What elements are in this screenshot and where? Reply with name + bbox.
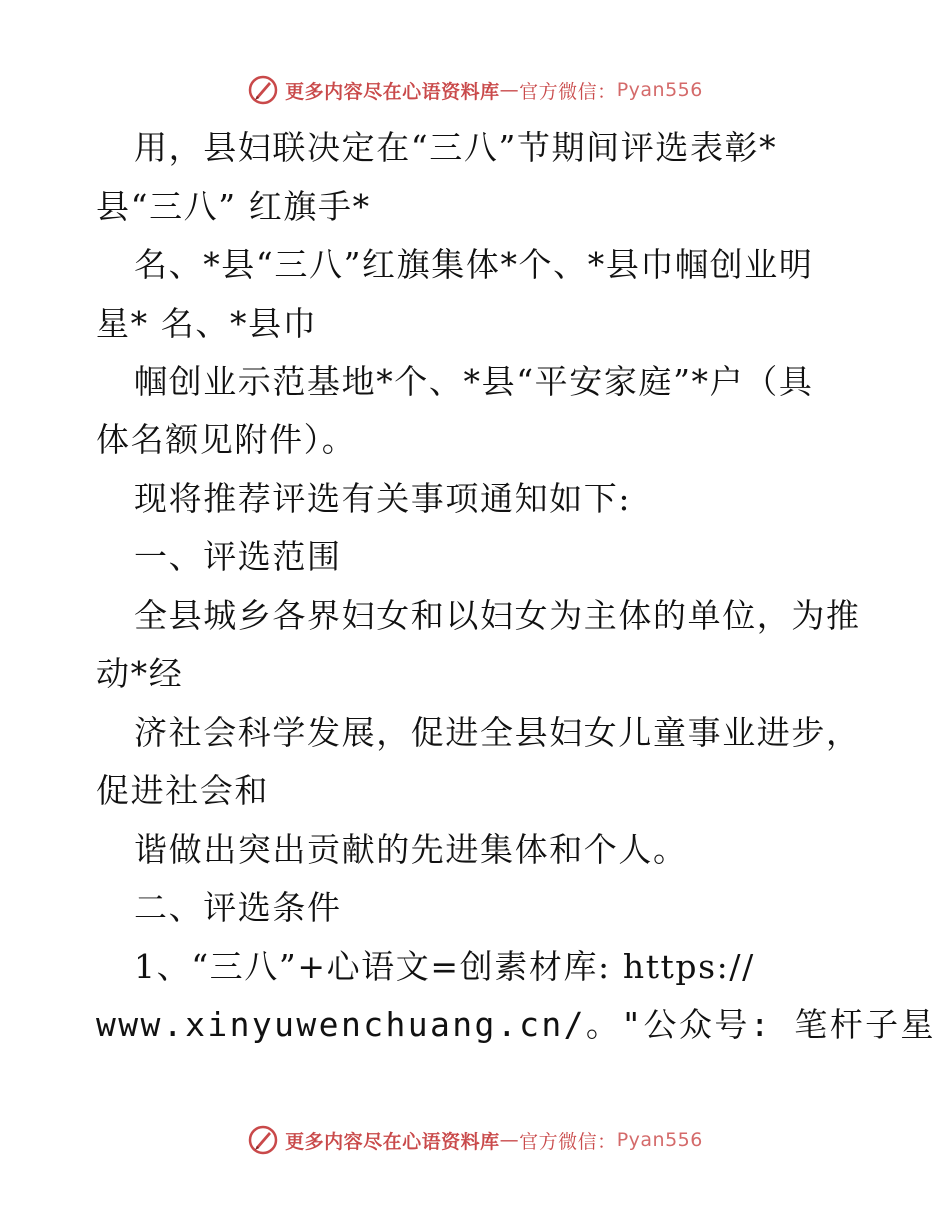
text-line: 动*经 [96, 654, 184, 693]
text-line: 促进社会和 [96, 771, 269, 810]
text-line: 谐做出突出贡献的先进集体和个人。 [134, 830, 688, 869]
banner-title: 更多内容尽在心语资料库 [285, 80, 500, 103]
text-line: 星* 名、*县巾 [96, 304, 318, 343]
section-heading: 二、评选条件 [134, 888, 342, 927]
text-line: 体名额见附件）。 [96, 420, 357, 459]
banner-separator: — [499, 79, 520, 101]
header-banner [0, 70, 950, 110]
quill-pen-logo-icon [247, 74, 279, 106]
section-heading: 一、评选范围 [134, 537, 342, 576]
banner-sub: 官方微信： [519, 80, 617, 103]
text-line: 济社会科学发展，促进全县妇女儿童事业进步， [134, 713, 861, 752]
text-line: 1、“三八”+心语文=创素材库: https:// [134, 947, 755, 986]
banner-wechat-id: Pyan556 [616, 79, 703, 101]
banner-separator: — [499, 1129, 520, 1151]
text-line: 县“三八” 红旗手* [96, 187, 371, 226]
quill-pen-logo-icon [247, 1124, 279, 1156]
banner-wechat-id: Pyan556 [616, 1129, 703, 1151]
text-line: 现将推荐评选有关事项通知如下: [134, 479, 632, 518]
text-line: www.xinyuwenchuang.cn/。"公众号: 笔杆子星 [96, 1005, 936, 1044]
text-line: 用，县妇联决定在“三八”节期间评选表彰* [134, 128, 778, 167]
banner-title: 更多内容尽在心语资料库 [285, 1130, 500, 1153]
text-line: 全县城乡各界妇女和以妇女为主体的单位，为推 [134, 596, 861, 635]
banner-sub: 官方微信： [519, 1130, 617, 1153]
text-line: 帼创业示范基地*个、*县“平安家庭”*户（具 [134, 362, 814, 401]
text-line: 名、*县“三八”红旗集体*个、*县巾帼创业明 [134, 245, 814, 284]
footer-banner [0, 1120, 950, 1160]
